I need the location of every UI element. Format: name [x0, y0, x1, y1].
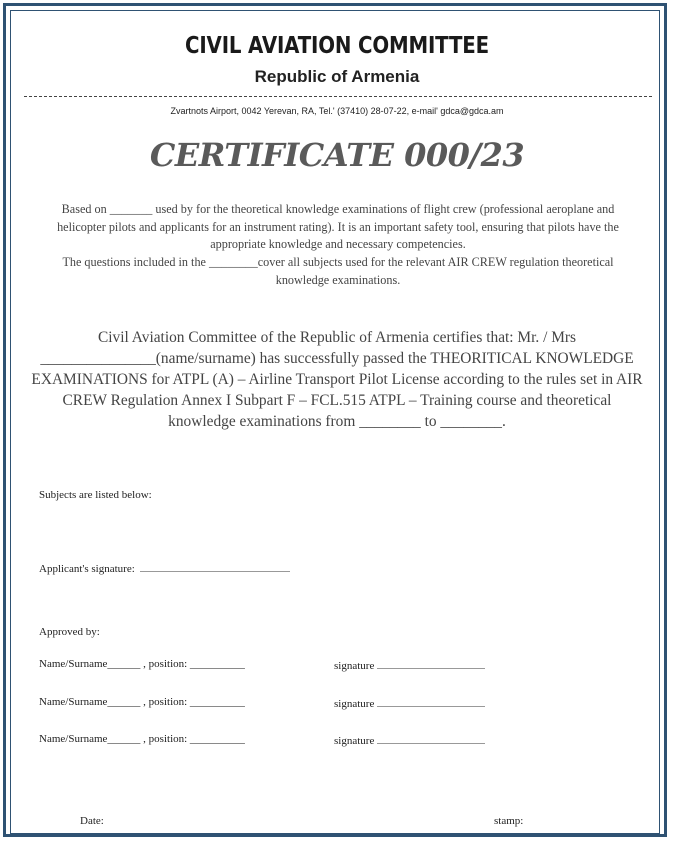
approver-3-signature-line	[377, 733, 485, 744]
approved-by-label: Approved by:	[39, 626, 100, 638]
approver-2-signature	[334, 696, 485, 710]
intro-paragraph-2: The questions included in the ________cover all subjects used for the relevant AIR CREW regulation theoretical knowledge examinations.	[62, 255, 614, 287]
approver-1-signature-label: signature	[334, 660, 375, 672]
approver-3-name-position: Name/Surname______ , position: __________	[39, 733, 245, 745]
applicant-signature-label: Applicant's signature:	[39, 563, 135, 575]
organization-name: CIVIL AVIATION COMMITTEE	[185, 33, 489, 59]
certification-statement: Civil Aviation Committee of the Republic of Armenia certifies that: Mr. / Mrs _______________(name/surname) has successfully passed the THEORITICAL KNOWLEDGE EXAMINATIONS for ATPL (A) – Airline Transport Pilot License according to the rules set in AIR CREW Regulation Annex I Subpart F – FCL.515 ATPL – Training course and theoretical knowledge examinations from ________ to ________.	[31, 329, 643, 430]
applicant-signature-row	[39, 561, 290, 575]
approver-2-signature-label: signature	[334, 698, 375, 710]
approver-1-name-position: Name/Surname______ , position: __________	[39, 658, 245, 670]
applicant-signature-line	[140, 561, 290, 572]
stamp-label: stamp:	[494, 815, 524, 827]
approver-2-signature-line	[377, 696, 485, 707]
approver-1-signature	[334, 658, 485, 672]
date-label: Date:	[80, 815, 104, 827]
approver-2-name-position: Name/Surname______ , position: __________	[39, 696, 245, 708]
header-divider	[24, 96, 652, 97]
subjects-label: Subjects are listed below:	[39, 489, 152, 501]
country-name: Republic of Armenia	[254, 67, 420, 86]
certificate-title: CERTIFICATE 000/23	[149, 136, 525, 174]
contact-address: Zvartnots Airport, 0042 Yerevan, RA, Tel.' (37410) 28-07-22, e-mail' gdca@gdca.am	[170, 106, 504, 116]
intro-paragraph-1: Based on _______ used by for the theoretical knowledge examinations of flight crew (professional aeroplane and helicopter pilots and applicants for an instrument rating). It is an important safety tool, ensuring that pilots have the appropriate knowledge and necessary competencies.	[57, 202, 619, 251]
approver-3-signature	[334, 733, 485, 747]
approver-1-signature-line	[377, 658, 485, 669]
approver-3-signature-label: signature	[334, 735, 375, 747]
